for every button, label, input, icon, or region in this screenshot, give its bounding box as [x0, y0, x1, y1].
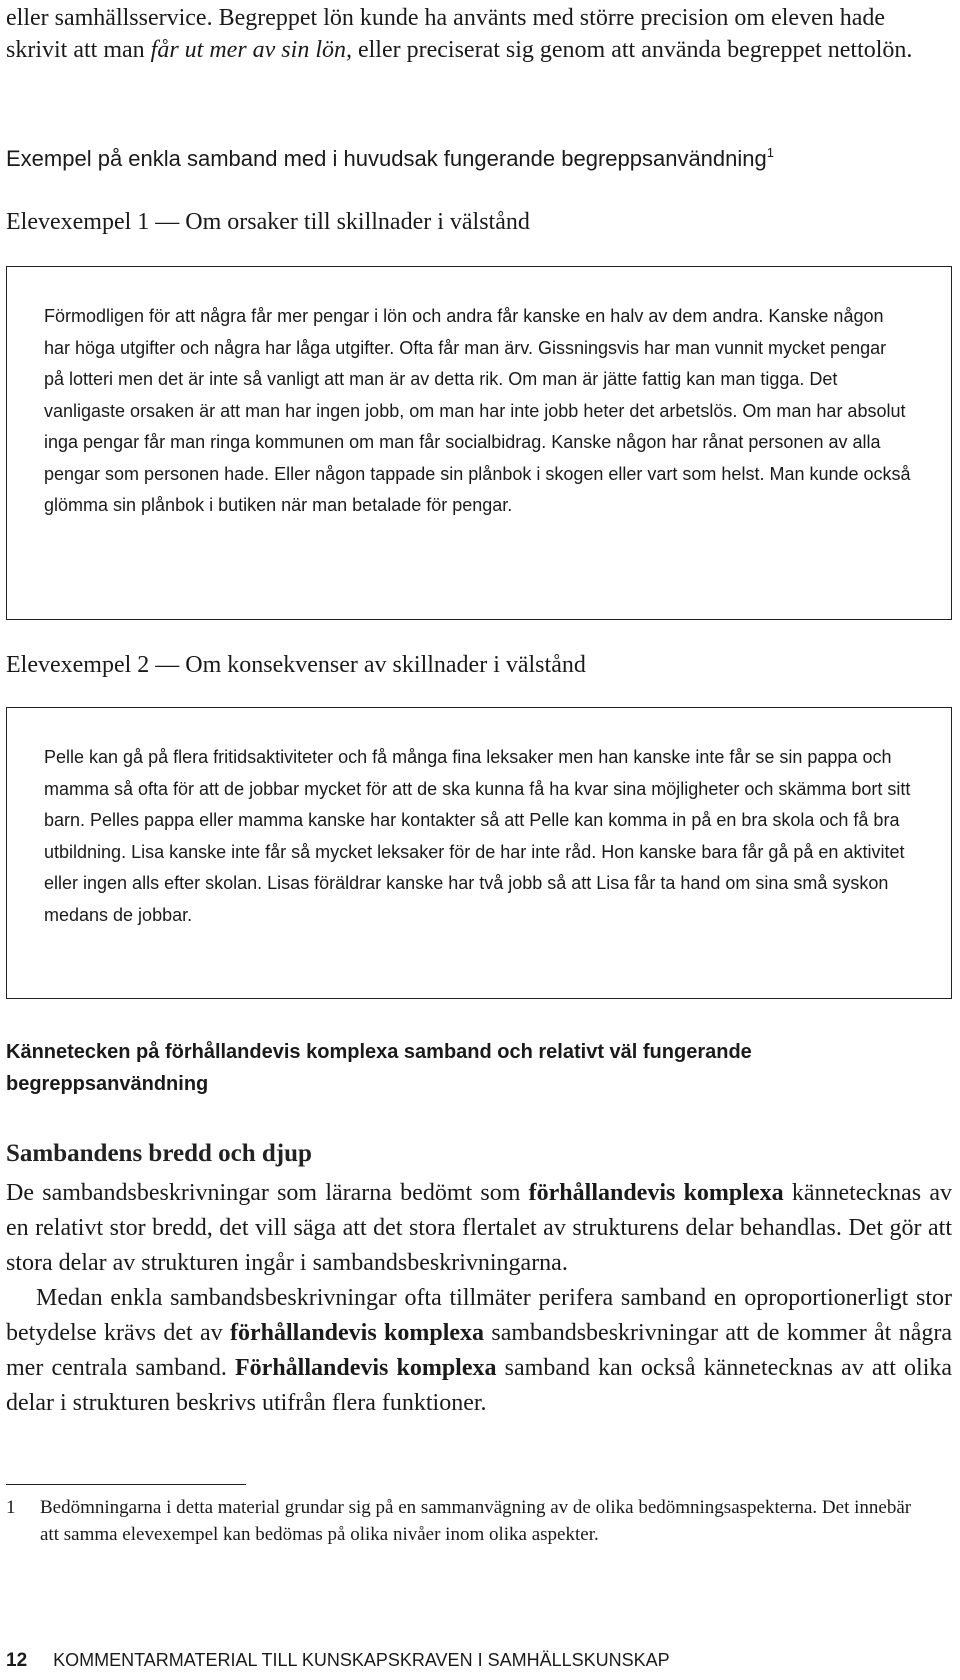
page-footer — [6, 1650, 670, 1672]
section1-heading — [6, 146, 774, 172]
para1-text-a: De sambandsbeskrivningar som lärarna bedömt som — [6, 1180, 529, 1206]
para1-text-c: kännetecknas av en relativt stor bredd, det vill säga att det stora flertalet av strukturens delar behandlas. Det gör att stora delar av strukturen ingår i sambandsbeskrivningarna. — [6, 1180, 952, 1276]
footnote-divider — [6, 1484, 246, 1485]
footnote-text: Bedömningarna i detta material grundar sig på en sammanvägning av de olika bedömningsaspekterna. Det innebär att samma elevexempel kan bedömas på olika nivåer inom olika aspekter. — [40, 1497, 912, 1545]
body-paragraph-1 — [6, 1176, 952, 1281]
section1-heading-text: Exempel på enkla samband med i huvudsak fungerande begreppsanvändning — [6, 146, 767, 171]
para2-text-a: Medan enkla sambandsbeskrivningar ofta tillmäter perifera samband en oproportionerligt stor betydelse krävs det av — [6, 1285, 952, 1346]
body-paragraph-2 — [6, 1281, 952, 1421]
para2-text-e: samband kan också kännetecknas av att olika delar i strukturen beskrivs utifrån flera funktioner. — [6, 1355, 953, 1416]
para2-bold-term-2: Förhållandevis komplexa — [235, 1355, 497, 1381]
footnote-number: 1 — [6, 1497, 16, 1518]
para2-bold-term-1: förhållandevis komplexa — [230, 1320, 485, 1346]
example1-text: Förmodligen för att några får mer pengar i lön och andra får kanske en halv av dem andra. Kanske någon har höga utgifter och några har låga utgifter. Ofta får man ärv. Gissningsvis har man vunnit mycket pengar på lotteri men det är inte så vanligt att man är av detta rik. Om man är jätte fattig kan man tigga. Det vanligaste orsaken är att man har ingen jobb, om man har inte jobb heter det arbetslös. Om man har absolut inga pengar får man ringa kommunen om man får socialbidrag. Kanske någon har rånat personen av alla pengar som personen hade. Eller någon tappade sin plånbok i skogen eller vart som helst. Man kunde också glömma sin plånbok i butiken när man betalade för pengar. — [44, 306, 911, 515]
example2-text: Pelle kan gå på flera fritidsaktiviteter och få många fina leksaker men han kanske inte får se sin pappa och mamma så ofta för att de jobbar mycket för att de ska kunna få ha kvar sina möjligheter och skämma bort sitt barn. Pelles pappa eller mamma kanske har kontakter så att Pelle kan komma in på en bra skola och få bra utbildning. Lisa kanske inte får så mycket leksaker för de har inte råd. Hon kanske bara får gå på en aktivitet eller ingen alls efter skolan. Lisas föräldrar kanske har två jobb så att Lisa får ta hand om sina små syskon medans de jobbar. — [44, 747, 911, 925]
running-title: KOMMENTARMATERIAL TILL KUNSKAPSKRAVEN I SAMHÄLLSKUNSKAP — [53, 1650, 670, 1670]
para1-bold-term: förhållandevis komplexa — [528, 1180, 784, 1206]
example2-box — [6, 707, 952, 999]
example2-title: Elevexempel 2 — Om konsekvenser av skillnader i välstånd — [6, 652, 586, 678]
para2-text-c: sambandsbeskrivningar att de kommer åt några mer centrala samband. — [6, 1320, 952, 1381]
page-number: 12 — [6, 1650, 28, 1671]
section2-subheading: Sambandens bredd och djup — [6, 1140, 312, 1167]
section2-heading: Kännetecken på förhållandevis komplexa samband och relativt väl fungerande begreppsanvändning — [6, 1041, 752, 1095]
example1-box — [6, 266, 952, 620]
intro-text-italic: får ut mer av sin lön, — [150, 37, 352, 63]
intro-paragraph — [6, 2, 952, 66]
intro-text-1: eller samhällsservice. Begreppet lön kunde ha använts med större precision om eleven hade skrivit att man — [6, 5, 886, 63]
intro-text-2: eller preciserat sig genom att använda begreppet nettolön. — [351, 37, 913, 63]
example1-title: Elevexempel 1 — Om orsaker till skillnader i välstånd — [6, 209, 530, 235]
footnote-reference: 1 — [766, 145, 774, 160]
